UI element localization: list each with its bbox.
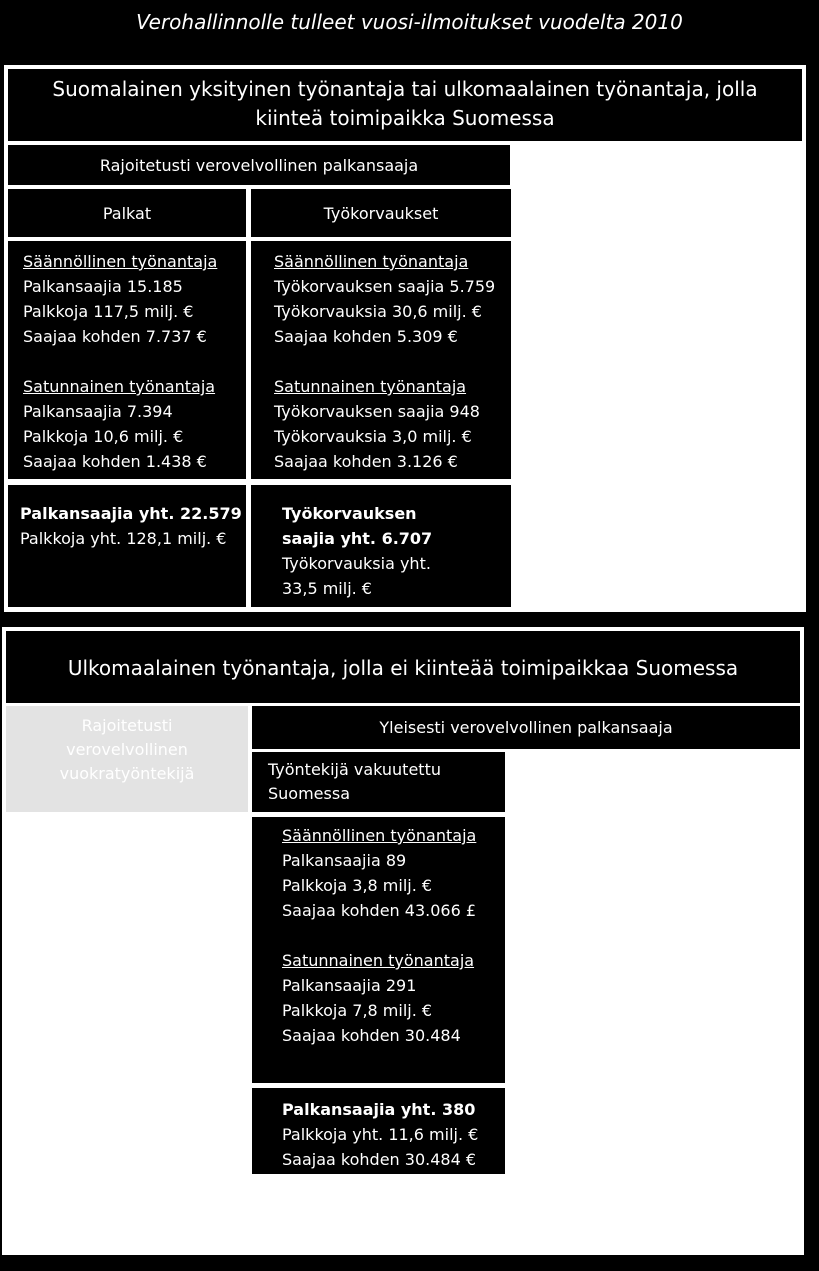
insured-line-2: Suomessa [268, 784, 350, 803]
palkat-satun-title: Satunnainen työnantaja [23, 377, 216, 396]
tyo-total-2: saajia yht. 6.707 [282, 529, 433, 548]
section2-header: Ulkomaalainen työnantaja, jolla ei kiinteää toimipaikkaa Suomessa [6, 631, 800, 703]
palkat-satun-3: Saajaa kohden 1.438 € [23, 452, 207, 471]
section1-header-line2: kiinteä toimipaikka Suomessa [255, 106, 555, 130]
tyo-satun-1: Työkorvauksen saajia 948 [274, 402, 480, 421]
palkat-saann-title: Säännöllinen työnantaja [23, 252, 218, 271]
tyo-total-1: Työkorvauksen [282, 504, 417, 523]
s2-total-1: Palkansaajia yht. 380 [282, 1100, 476, 1119]
tyo-saann-title: Säännöllinen työnantaja [274, 252, 469, 271]
palkat-satun-2: Palkkoja 10,6 milj. € [23, 427, 184, 446]
grey-line-1: Rajoitetusti [81, 716, 173, 735]
grey-line-3: vuokratyöntekijä [59, 764, 195, 783]
s2-satun-title: Satunnainen työnantaja [282, 951, 475, 970]
palkat-saann-1: Palkansaajia 15.185 [23, 277, 183, 296]
tyo-saann-3: Saajaa kohden 5.309 € [274, 327, 458, 346]
tyo-saann-2: Työkorvauksia 30,6 milj. € [274, 302, 482, 321]
section1-subheader: Rajoitetusti verovelvollinen palkansaaja [8, 145, 510, 185]
s2-saann-3: Saajaa kohden 43.066 £ [282, 901, 477, 920]
palkat-saann-2: Palkkoja 117,5 milj. € [23, 302, 194, 321]
section1-header [8, 69, 802, 141]
vuokratyontekija-box [6, 706, 248, 812]
s2-saann-1: Palkansaajia 89 [282, 851, 407, 870]
section1-header-line1: Suomalainen yksityinen työnantaja tai ulkomaalainen työnantaja, jolla [52, 77, 758, 101]
s2-satun-1: Palkansaajia 291 [282, 976, 417, 995]
palkat-total-2: Palkkoja yht. 128,1 milj. € [20, 529, 227, 548]
palkat-satun-1: Palkansaajia 7.394 [23, 402, 173, 421]
s2-total-2: Palkkoja yht. 11,6 milj. € [282, 1125, 479, 1144]
insured-box [252, 752, 505, 812]
s2-saann-2: Palkkoja 3,8 milj. € [282, 876, 433, 895]
section2-subheader: Yleisesti verovelvollinen palkansaaja [252, 706, 800, 749]
palkat-total-1: Palkansaajia yht. 22.579 [20, 504, 242, 523]
s2-satun-2: Palkkoja 7,8 milj. € [282, 1001, 433, 1020]
section2-total [252, 1088, 505, 1174]
palkat-total [8, 485, 246, 607]
tyokorvaukset-details [251, 241, 511, 479]
tyo-satun-2: Työkorvauksia 3,0 milj. € [274, 427, 472, 446]
tyo-satun-title: Satunnainen työnantaja [274, 377, 467, 396]
col-header-tyokorvaukset: Työkorvaukset [251, 189, 511, 237]
tyo-total-3: Työkorvauksia yht. [282, 554, 431, 573]
s2-total-3: Saajaa kohden 30.484 € [282, 1150, 477, 1169]
insured-line-1: Työntekijä vakuutettu [268, 760, 441, 779]
tyo-total-4: 33,5 milj. € [282, 579, 372, 598]
section2-details [252, 817, 505, 1083]
s2-satun-3: Saajaa kohden 30.484 [282, 1026, 461, 1045]
tyo-saann-1: Työkorvauksen saajia 5.759 [274, 277, 496, 296]
grey-line-2: verovelvollinen [66, 740, 188, 759]
palkat-saann-3: Saajaa kohden 7.737 € [23, 327, 207, 346]
page-title: Verohallinnolle tulleet vuosi-ilmoitukset vuodelta 2010 [136, 10, 683, 34]
tyokorvaukset-total [251, 485, 511, 607]
tyo-satun-3: Saajaa kohden 3.126 € [274, 452, 458, 471]
palkat-details [8, 241, 246, 479]
col-header-palkat: Palkat [8, 189, 246, 237]
s2-saann-title: Säännöllinen työnantaja [282, 826, 477, 845]
